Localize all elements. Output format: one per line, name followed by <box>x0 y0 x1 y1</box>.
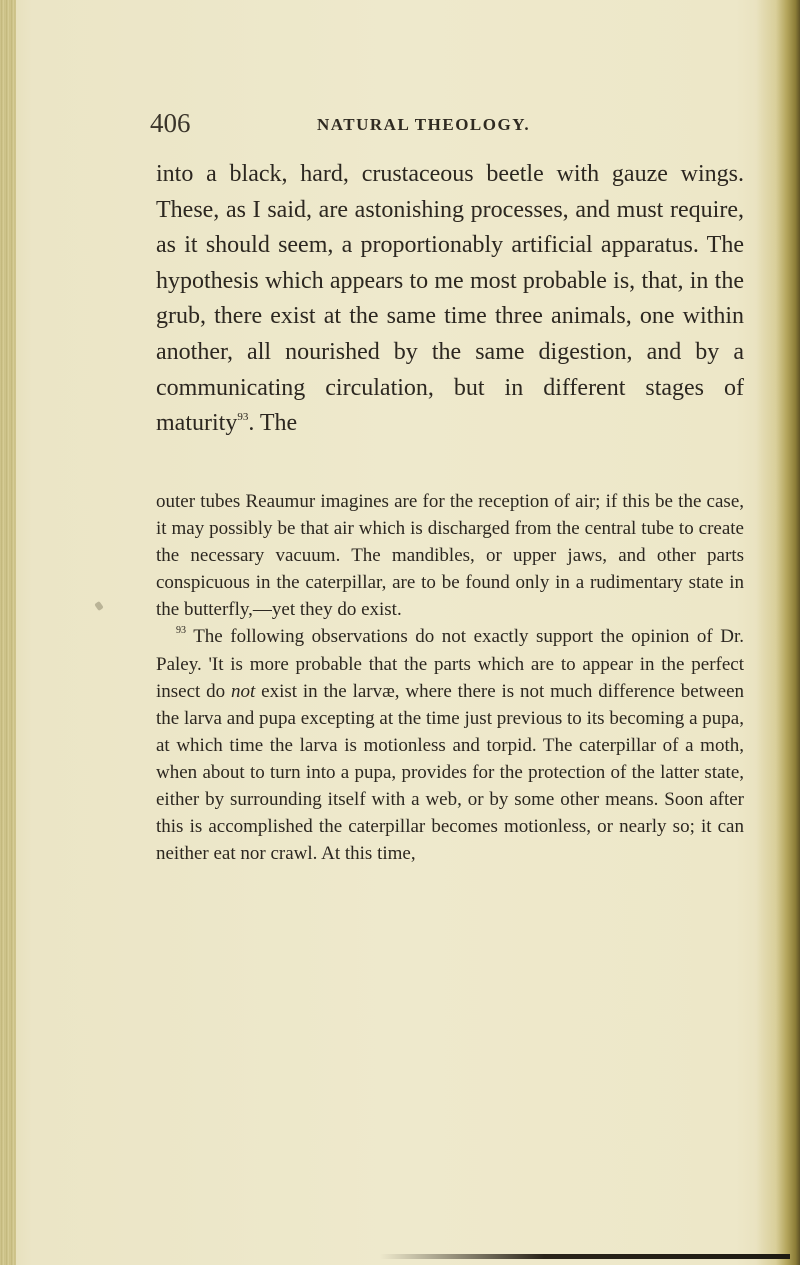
main-paragraph-text: into a black, hard, crustaceous beetle with gauze wings. These, as I said, are astonishing processes, and must require, as it should seem, a proportionably artificial apparatus. The hypothesis which appears to me most probable is, that, in the grub, there exist at the same time three animals, one within another, all nourished by the same digestion, and by a communicating circulation, but in different stages of maturity <box>156 161 744 437</box>
notes-section <box>156 488 744 867</box>
page-right-edge <box>756 0 800 1265</box>
footnote-reference: 93 <box>237 411 249 424</box>
footnote-93 <box>156 623 744 867</box>
note-continuation: outer tubes Reaumur imagines are for the reception of air; if this be the case, it may possibly be that air which is discharged from the central tube to create the necessary vacuum. The mandibles, or upper jaws, and other parts conspicuous in the caterpillar, are to be found only in a rudimentary state in the butterfly,—yet they do exist. <box>156 491 744 621</box>
main-paragraph-end: . The <box>248 410 298 437</box>
footnote-text-part-b: exist in the larvæ, where there is not much difference between the larva and pupa excepting at the time just previous to its becoming a pupa, at which time the larva is motionless and torpid. The caterpillar of a moth, when about to turn into a pupa, provides for the protection of the latter state, either by surrounding itself with a web, or by some other means. Soon after this is accomplished the caterpillar becomes motionless, or nearly so; it can neither eat nor crawl. At this time, <box>156 680 744 865</box>
page-bottom-edge <box>380 1254 790 1259</box>
paper-speck <box>94 601 104 611</box>
page-header <box>0 108 800 148</box>
footnote-number: 93 <box>176 625 186 637</box>
footnote-emphasis: not <box>231 680 256 702</box>
page-number: 406 <box>150 108 191 138</box>
main-paragraph <box>156 157 744 442</box>
footnote-text-part-a: The following observations do not exactly support the opinion of Dr. Paley. 'It is more probable that the parts which are to appear in the perfect insect do <box>156 626 744 702</box>
running-head: NATURAL THEOLOGY. <box>317 115 531 134</box>
page-left-edge <box>0 0 16 1265</box>
